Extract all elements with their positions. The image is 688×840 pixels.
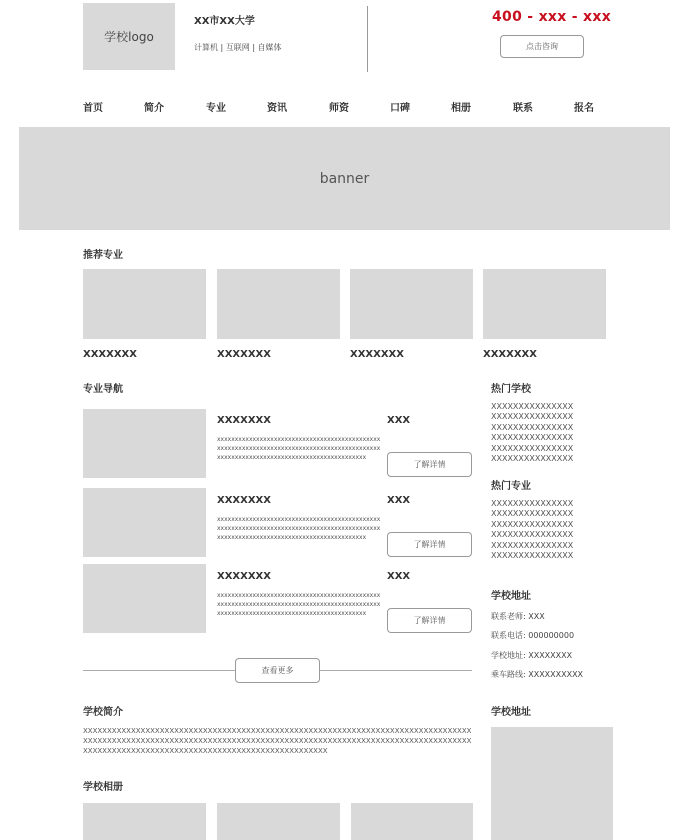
view-more-button[interactable]: 查看更多 [235, 658, 320, 683]
nav-item-intro[interactable]: 简介 [144, 103, 164, 114]
nav-item-reputation[interactable]: 口碑 [390, 103, 410, 114]
header-divider [367, 6, 368, 72]
details-button[interactable]: 了解详情 [387, 532, 472, 557]
major-item-image[interactable] [83, 488, 206, 557]
school-name: XX市XX大学 [194, 16, 255, 27]
nav-item-faculty[interactable]: 师资 [329, 103, 349, 114]
list-item[interactable]: XXXXXXXXXXXXXXX [491, 433, 574, 443]
banner-label: banner [319, 170, 370, 187]
map-title: 学校地址 [491, 707, 531, 718]
recommended-card-image[interactable] [217, 269, 340, 339]
nav-item-home[interactable]: 首页 [83, 103, 103, 114]
recommended-card-label[interactable]: XXXXXXX [350, 349, 404, 360]
list-item[interactable]: XXXXXXXXXXXXXXX [491, 454, 574, 464]
banner[interactable] [19, 127, 670, 230]
album-photo[interactable] [351, 803, 473, 840]
contact-address: 学校地址: XXXXXXXX [491, 651, 573, 660]
details-button[interactable]: 了解详情 [387, 608, 472, 633]
nav-item-apply[interactable]: 报名 [574, 103, 594, 114]
nav-item-contact[interactable]: 联系 [513, 103, 533, 114]
nav-item-majors[interactable]: 专业 [206, 103, 226, 114]
more-divider-right [320, 670, 472, 671]
list-item[interactable]: XXXXXXXXXXXXXXX [491, 509, 574, 519]
consult-button[interactable]: 点击咨询 [500, 35, 584, 58]
major-item-desc: xxxxxxxxxxxxxxxxxxxxxxxxxxxxxxxxxxxxxxxxxxxxxxxxxxxxxxxxxxxxxxxxxxxxxxxxxxxxxxxxxxxxxxxxxxxxxxxxxxxxxxxxxxxxxxxxxxxxxxxxxxxxxxxxxxxxxx [217, 436, 381, 462]
major-nav-title: 专业导航 [83, 384, 123, 395]
list-item[interactable]: XXXXXXXXXXXXXXX [491, 443, 574, 453]
contact-route: 乘车路线: XXXXXXXXXX [491, 670, 584, 679]
more-divider-left [83, 670, 235, 671]
major-item-image[interactable] [83, 564, 206, 633]
intro-title: 学校简介 [83, 707, 123, 718]
list-item[interactable]: XXXXXXXXXXXXXXX [491, 402, 574, 411]
major-item-title[interactable]: XXXXXXX [217, 415, 271, 426]
recommended-card-label[interactable]: XXXXXXX [483, 349, 537, 360]
major-item-desc: xxxxxxxxxxxxxxxxxxxxxxxxxxxxxxxxxxxxxxxxxxxxxxxxxxxxxxxxxxxxxxxxxxxxxxxxxxxxxxxxxxxxxxxxxxxxxxxxxxxxxxxxxxxxxxxxxxxxxxxxxxxxxxxxxxxxxx [217, 516, 381, 542]
contact-teacher: 联系老师: XXX [491, 612, 545, 621]
intro-text: XXXXXXXXXXXXXXXXXXXXXXXXXXXXXXXXXXXXXXXXXXXXXXXXXXXXXXXXXXXXXXXXXXXXXXXXXXXXXXXXXXXXXXXXXXXXXXXXXXXXXXXXXXXXXXXXXXXXXXXXXXXXXXXXXXXXXXXXXXXXXXXXXXXXXXXXXXXXXXXXXXXXXXXXXXXXXXXXXXXXXXXXXXXXXXXXXXXXXXXXXXXXXXXXXXXXX [83, 727, 472, 755]
recommended-card-image[interactable] [350, 269, 473, 339]
hotline-phone: 400 - xxx - xxx [492, 9, 612, 25]
school-tags: 计算机 | 互联网 | 自媒体 [194, 43, 282, 52]
major-item-image[interactable] [83, 409, 206, 478]
map-placeholder[interactable] [491, 727, 613, 840]
hot-majors-list [491, 499, 591, 561]
major-item-desc: xxxxxxxxxxxxxxxxxxxxxxxxxxxxxxxxxxxxxxxxxxxxxxxxxxxxxxxxxxxxxxxxxxxxxxxxxxxxxxxxxxxxxxxxxxxxxxxxxxxxxxxxxxxxxxxxxxxxxxxxxxxxxxxxxxxxxx [217, 592, 381, 618]
hot-schools-title: 热门学校 [491, 384, 531, 395]
hot-majors-title: 热门专业 [491, 481, 531, 492]
recommended-card-image[interactable] [483, 269, 606, 339]
major-item-price: XXX [387, 571, 411, 582]
recommended-card-label[interactable]: XXXXXXX [83, 349, 137, 360]
school-logo[interactable] [83, 3, 175, 70]
list-item[interactable]: XXXXXXXXXXXXXXX [491, 540, 574, 550]
major-item-title[interactable]: XXXXXXX [217, 571, 271, 582]
major-item-price: XXX [387, 495, 411, 506]
list-item[interactable]: XXXXXXXXXXXXXXX [491, 412, 574, 422]
address-title: 学校地址 [491, 591, 531, 602]
nav-item-news[interactable]: 资讯 [267, 103, 287, 114]
list-item[interactable]: XXXXXXXXXXXXXXX [491, 422, 574, 432]
recommended-title: 推荐专业 [83, 250, 123, 261]
contact-phone: 联系电话: 000000000 [491, 631, 575, 640]
album-photo[interactable] [217, 803, 340, 840]
list-item[interactable]: XXXXXXXXXXXXXXX [491, 551, 574, 561]
recommended-card-label[interactable]: XXXXXXX [217, 349, 271, 360]
list-item[interactable]: XXXXXXXXXXXXXXX [491, 530, 574, 540]
list-item[interactable]: XXXXXXXXXXXXXXX [491, 499, 574, 508]
list-item[interactable]: XXXXXXXXXXXXXXX [491, 519, 574, 529]
major-item-price: XXX [387, 415, 411, 426]
hot-schools-list [491, 402, 591, 464]
details-button[interactable]: 了解详情 [387, 452, 472, 477]
album-photo[interactable] [83, 803, 206, 840]
nav-item-album[interactable]: 相册 [451, 103, 471, 114]
recommended-card-image[interactable] [83, 269, 206, 339]
logo-label: 学校logo [104, 30, 154, 44]
major-item-title[interactable]: XXXXXXX [217, 495, 271, 506]
album-title: 学校相册 [83, 782, 123, 793]
